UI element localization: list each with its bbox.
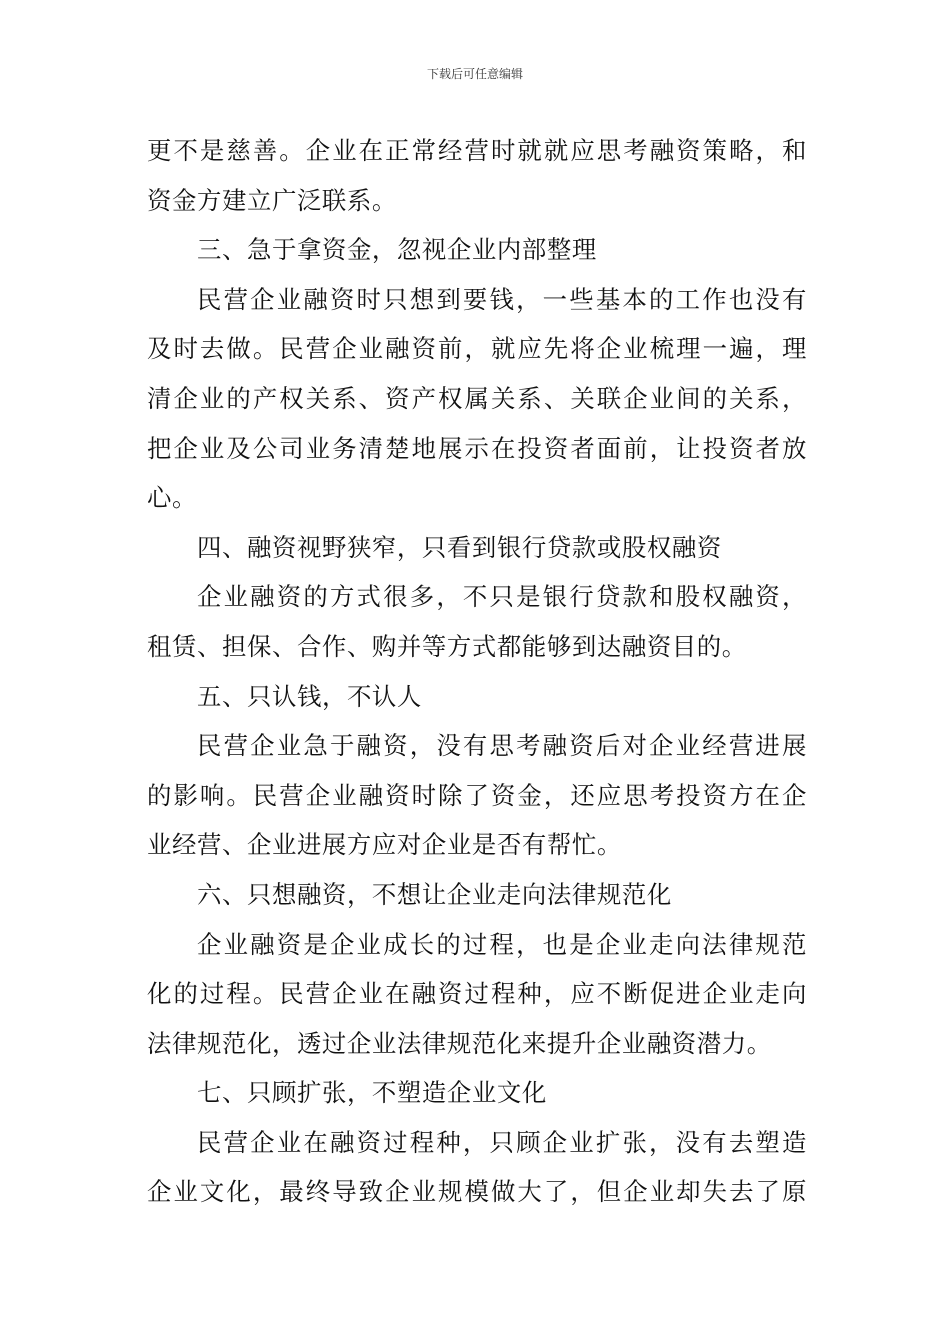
section-heading: 七、只顾扩张，不塑造企业文化	[197, 1078, 547, 1108]
text-line: 更不是慈善。企业在正常经营时就就应思考融资策略，和	[147, 136, 807, 165]
text-line: 民营企业急于融资，没有思考融资后对企业经营进展	[197, 731, 807, 761]
page-header: 下载后可任意编辑	[426, 67, 523, 81]
text-line: 法律规范化，透过企业法律规范化来提升企业融资潜力。	[147, 1028, 772, 1058]
text-line: 清企业的产权关系、资产权属关系、关联企业间的关系，	[147, 383, 807, 413]
text-line: 租赁、担保、合作、购并等方式都能够到达融资目的。	[147, 631, 747, 661]
document-body	[147, 126, 807, 1217]
text-line: 把企业及公司业务清楚地展示在投资者面前，让投资者放	[147, 433, 807, 463]
section-heading: 三、急于拿资金，忽视企业内部整理	[197, 235, 597, 265]
text-line: 企业融资的方式很多，不只是银行贷款和股权融资，	[197, 582, 807, 612]
text-line: 民营企业在融资过程种，只顾企业扩张，没有去塑造	[197, 1127, 807, 1157]
section-heading: 六、只想融资，不想让企业走向法律规范化	[197, 879, 672, 909]
section-heading: 五、只认钱，不认人	[197, 681, 422, 711]
text-line: 化的过程。民营企业在融资过程种，应不断促进企业走向	[147, 979, 807, 1009]
text-line: 及时去做。民营企业融资前，就应先将企业梳理一遍，理	[147, 334, 807, 364]
text-line: 企业文化，最终导致企业规模做大了，但企业却失去了原	[147, 1177, 807, 1207]
text-line: 资金方建立广泛联系。	[147, 185, 397, 215]
text-line: 企业融资是企业成长的过程，也是企业走向法律规范	[197, 929, 807, 959]
section-heading: 四、融资视野狭窄，只看到银行贷款或股权融资	[197, 532, 722, 562]
text-line: 的影响。民营企业融资时除了资金，还应思考投资方在企	[147, 780, 807, 810]
text-line: 心。	[147, 483, 197, 513]
text-line: 业经营、企业进展方应对企业是否有帮忙。	[147, 830, 622, 860]
text-line: 民营企业融资时只想到要钱，一些基本的工作也没有	[197, 284, 807, 314]
